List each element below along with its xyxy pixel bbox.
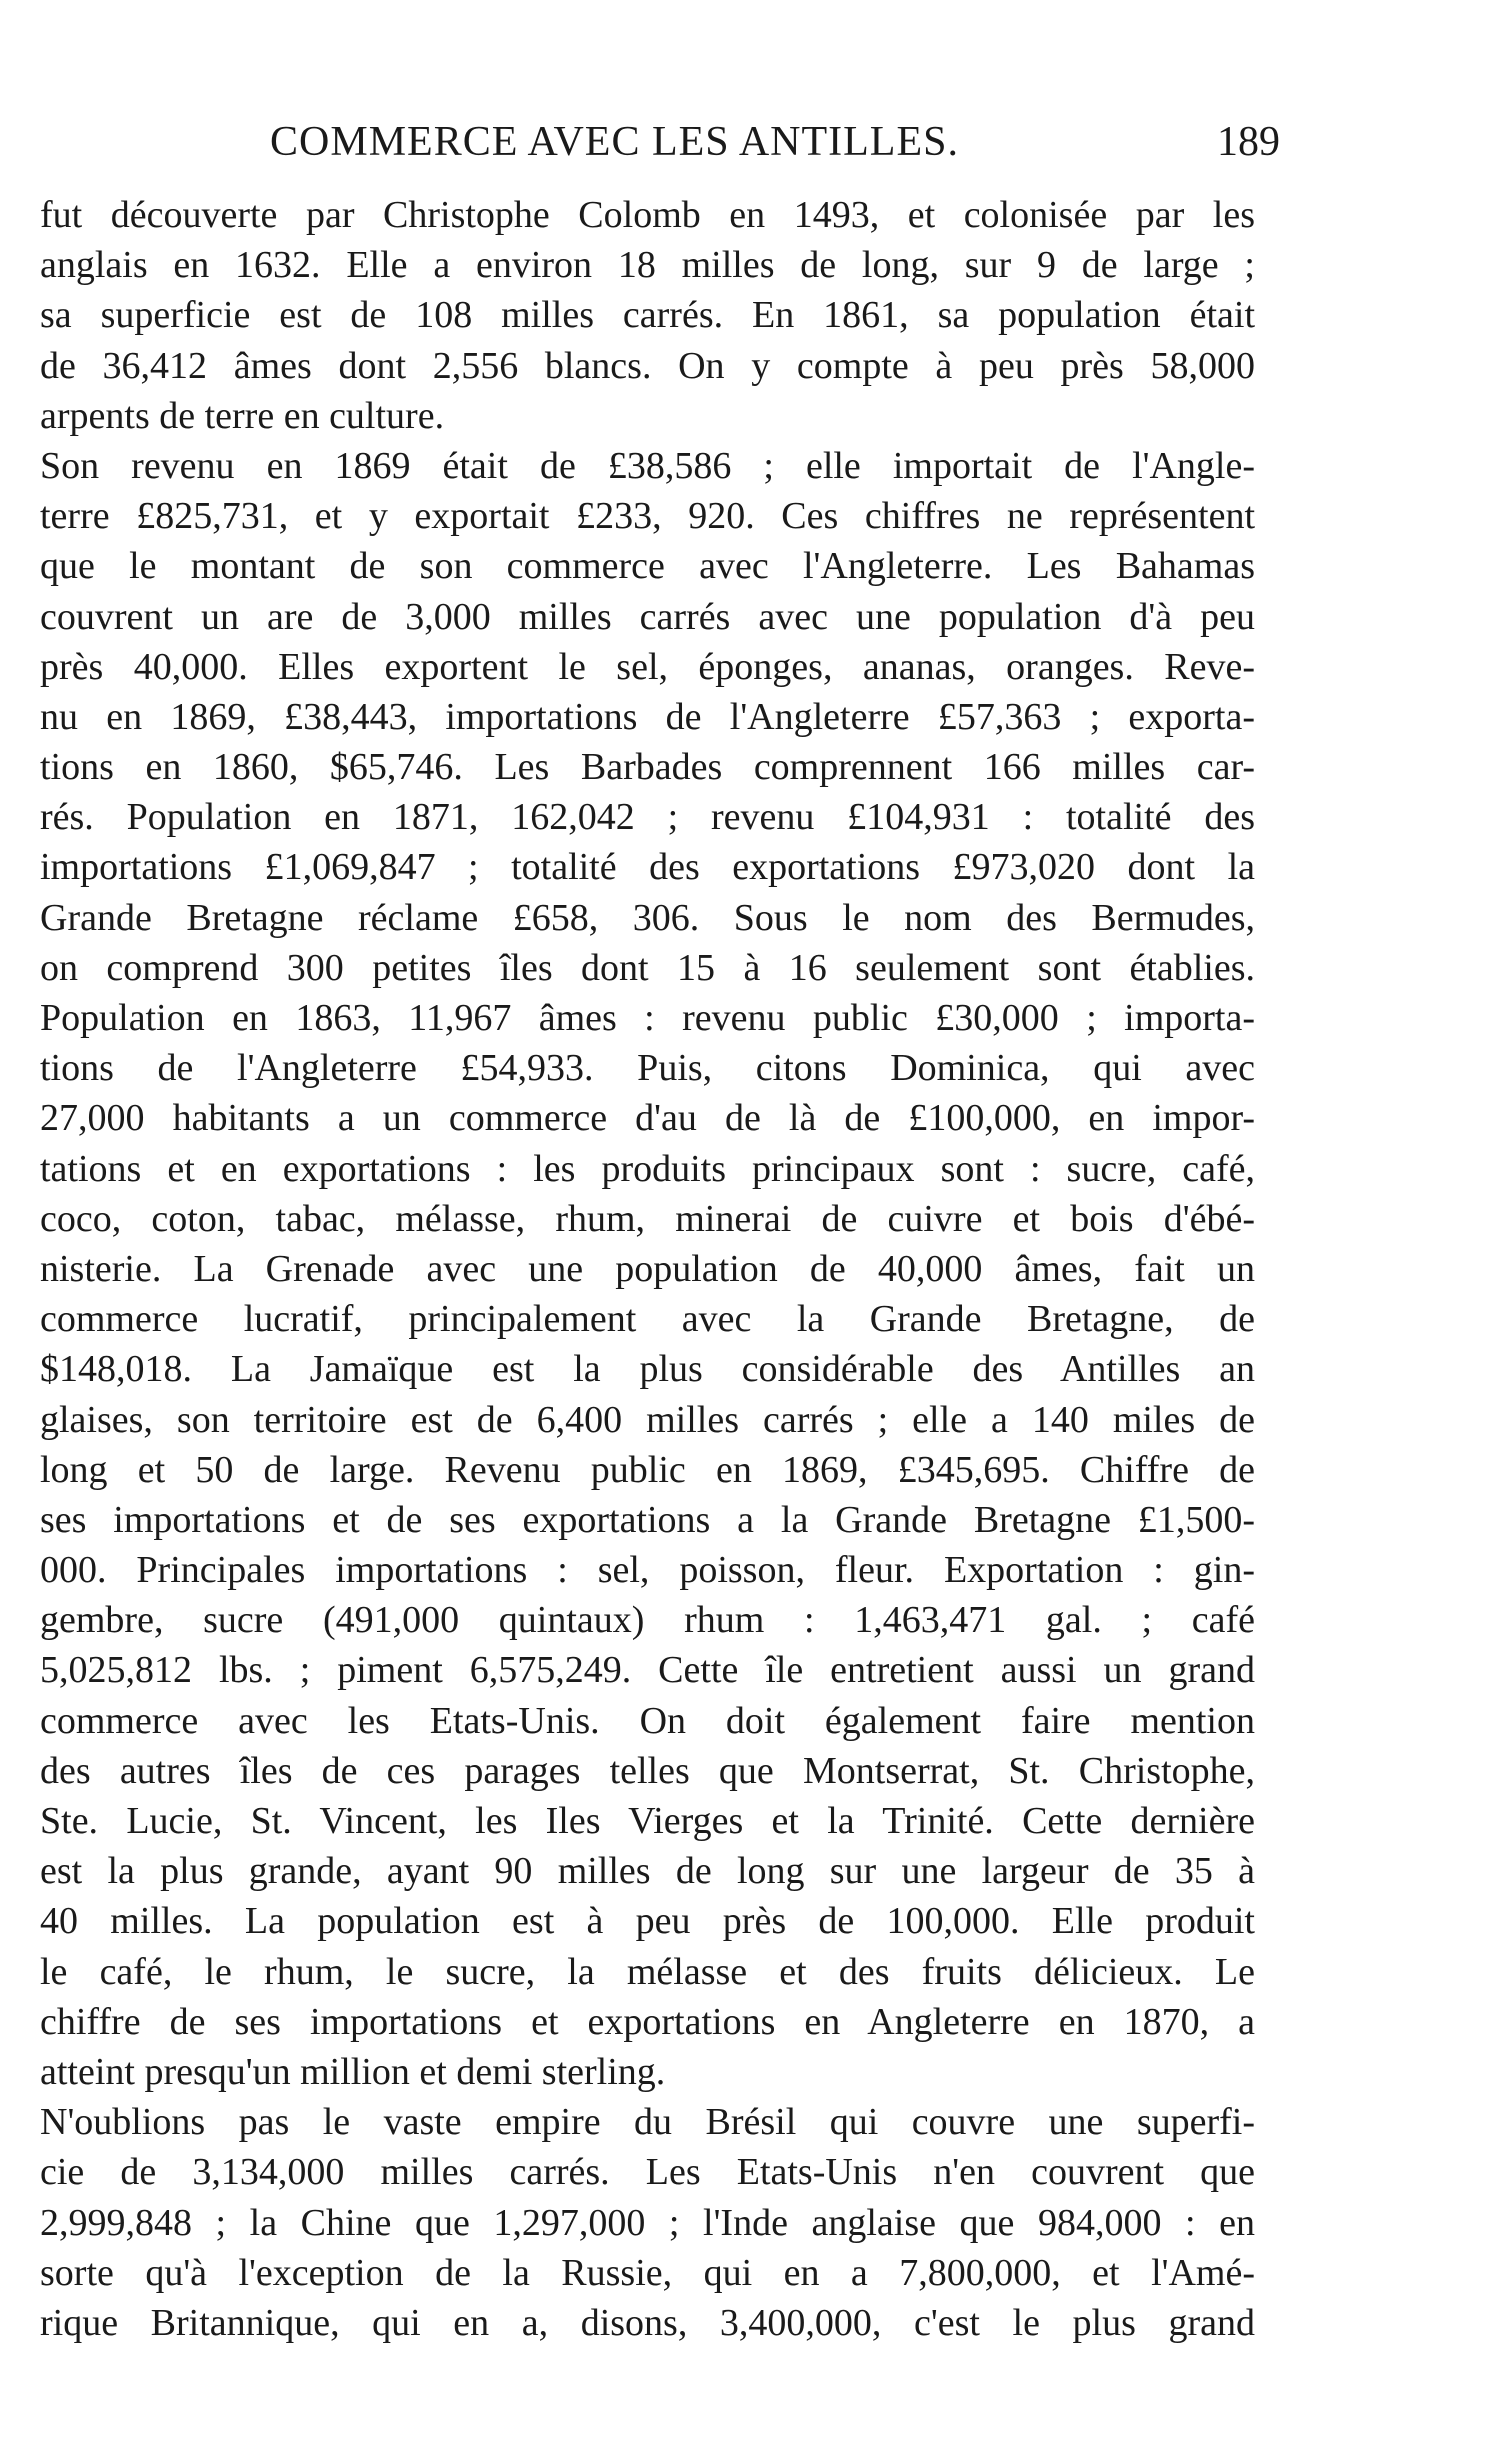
text-line: Ste. Lucie, St. Vincent, les Iles Vierges et la Trinité. Cette dernière bbox=[40, 1800, 1255, 1842]
text-line: tations et en exportations : les produits principaux sont : sucre, café, bbox=[40, 1147, 1255, 1190]
body-text bbox=[40, 190, 1255, 2348]
text-line: que le montant de son commerce avec l'Angleterre. Les Bahamas bbox=[40, 545, 1255, 588]
running-title: COMMERCE AVEC LES ANTILLES. bbox=[270, 119, 959, 165]
text-line: Population en 1863, 11,967 âmes : revenu public £30,000 ; importa- bbox=[40, 997, 1255, 1039]
text-line: gembre, sucre (491,000 quintaux) rhum : 1,463,471 gal. ; café bbox=[40, 1599, 1255, 1642]
text-line: rique Britannique, qui en a, disons, 3,400,000, c'est le plus grand bbox=[40, 2301, 1255, 2344]
text-line: sa superficie est de 108 milles carrés. En 1861, sa population était bbox=[40, 294, 1255, 337]
text-line: nisterie. La Grenade avec une population de 40,000 âmes, fait un bbox=[40, 1247, 1255, 1290]
text-line: atteint presqu'un million et demi sterling. bbox=[40, 2050, 666, 2093]
text-line: on comprend 300 petites îles dont 15 à 16 seulement sont établies. bbox=[40, 946, 1255, 989]
text-line: 40 milles. La population est à peu près de 100,000. Elle produit bbox=[40, 1900, 1255, 1943]
text-line: 27,000 habitants a un commerce d'au de là de £100,000, en impor- bbox=[40, 1097, 1255, 1140]
text-line: commerce avec les Etats-Unis. On doit également faire mention bbox=[40, 1699, 1255, 1742]
text-line: fut découverte par Christophe Colomb en 1493, et colonisée par les bbox=[40, 194, 1255, 236]
text-line: $148,018. La Jamaïque est la plus considérable des Antilles an bbox=[40, 1348, 1255, 1391]
text-line: nu en 1869, £38,443, importations de l'Angleterre £57,363 ; exporta- bbox=[40, 695, 1255, 738]
text-line: terre £825,731, et y exportait £233, 920. Ces chiffres ne représentent bbox=[40, 495, 1255, 538]
text-line: glaises, son territoire est de 6,400 milles carrés ; elle a 140 miles de bbox=[40, 1398, 1255, 1441]
text-line: des autres îles de ces parages telles que Montserrat, St. Christophe, bbox=[40, 1749, 1255, 1792]
text-line: ses importations et de ses exportations a la Grande Bretagne £1,500- bbox=[40, 1498, 1255, 1541]
text-line: commerce lucratif, principalement avec la Grande Bretagne, de bbox=[40, 1298, 1255, 1341]
text-line: 5,025,812 lbs. ; piment 6,575,249. Cette île entretient aussi un grand bbox=[40, 1649, 1255, 1692]
page-number: 189 bbox=[1217, 119, 1280, 165]
running-head bbox=[270, 118, 1280, 178]
text-line: anglais en 1632. Elle a environ 18 milles de long, sur 9 de large ; bbox=[40, 244, 1255, 287]
text-line: 000. Principales importations : sel, poisson, fleur. Exportation : gin- bbox=[40, 1549, 1255, 1592]
text-line: sorte qu'à l'exception de la Russie, qui en a 7,800,000, et l'Amé- bbox=[40, 2251, 1255, 2294]
text-line: long et 50 de large. Revenu public en 1869, £345,695. Chiffre de bbox=[40, 1448, 1255, 1491]
text-line: coco, coton, tabac, mélasse, rhum, minerai de cuivre et bois d'ébé- bbox=[40, 1197, 1255, 1240]
text-line: N'oublions pas le vaste empire du Brésil qui couvre une superfi- bbox=[40, 2101, 1255, 2144]
text-line: rés. Population en 1871, 162,042 ; revenu £104,931 : totalité des bbox=[40, 796, 1255, 839]
text-line: près 40,000. Elles exportent le sel, éponges, ananas, oranges. Reve- bbox=[40, 645, 1255, 688]
text-line: Grande Bretagne réclame £658, 306. Sous le nom des Bermudes, bbox=[40, 896, 1255, 939]
text-line: 2,999,848 ; la Chine que 1,297,000 ; l'Inde anglaise que 984,000 : en bbox=[40, 2201, 1255, 2244]
text-line: couvrent un are de 3,000 milles carrés avec une population d'à peu bbox=[40, 595, 1255, 638]
text-line: tions de l'Angleterre £54,933. Puis, citons Dominica, qui avec bbox=[40, 1047, 1255, 1090]
text-line: chiffre de ses importations et exportations en Angleterre en 1870, a bbox=[40, 2000, 1255, 2043]
text-line: cie de 3,134,000 milles carrés. Les Etats-Unis n'en couvrent que bbox=[40, 2151, 1255, 2194]
text-line: le café, le rhum, le sucre, la mélasse et des fruits délicieux. Le bbox=[40, 1950, 1255, 1993]
text-line: importations £1,069,847 ; totalité des exportations £973,020 dont la bbox=[40, 846, 1255, 889]
text-line: est la plus grande, ayant 90 milles de long sur une largeur de 35 à bbox=[40, 1850, 1255, 1893]
text-line: arpents de terre en culture. bbox=[40, 394, 445, 437]
text-line: Son revenu en 1869 était de £38,586 ; elle importait de l'Angle- bbox=[40, 444, 1255, 487]
text-line: tions en 1860, $65,746. Les Barbades comprennent 166 milles car- bbox=[40, 746, 1255, 789]
text-line: de 36,412 âmes dont 2,556 blancs. On y compte à peu près 58,000 bbox=[40, 344, 1255, 387]
